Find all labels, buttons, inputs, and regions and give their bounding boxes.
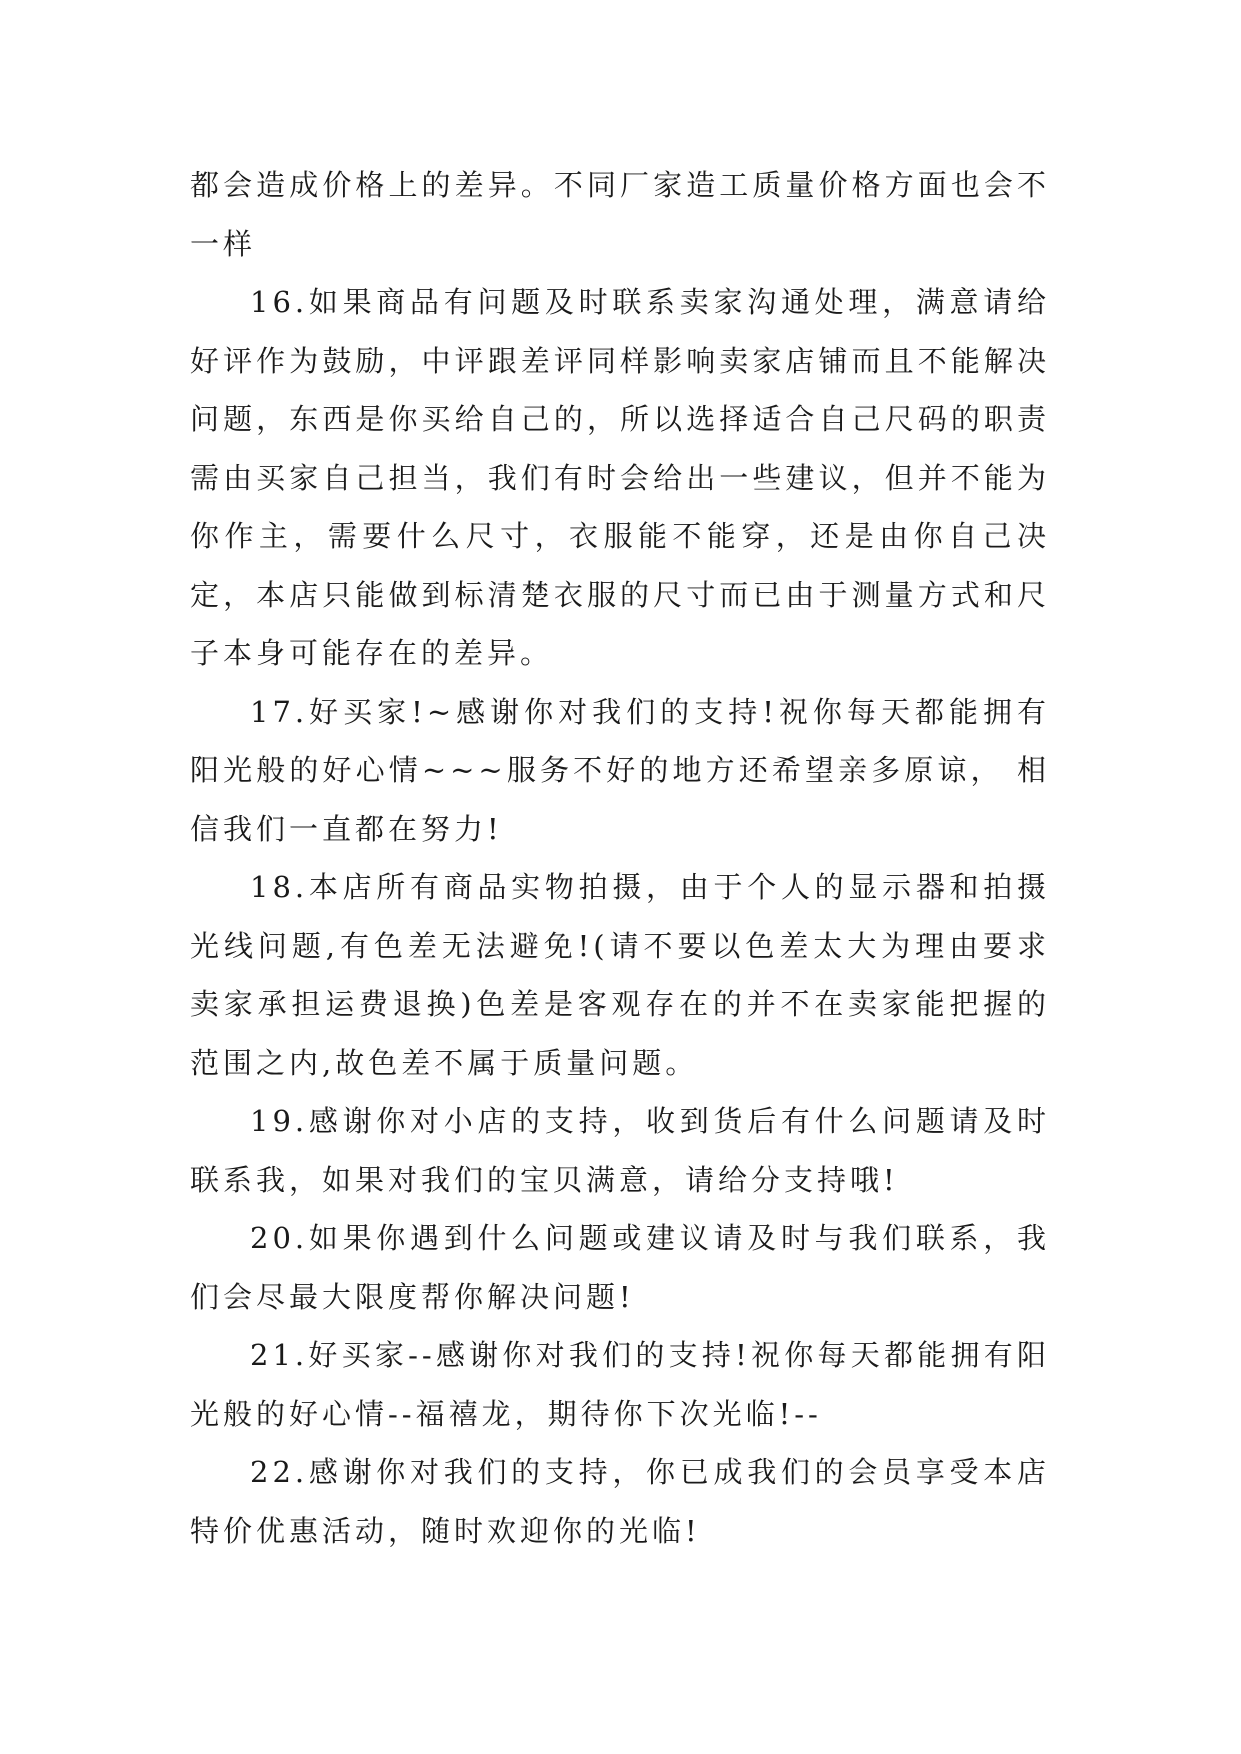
paragraph-item-16: 16.如果商品有问题及时联系卖家沟通处理，满意请给好评作为鼓励，中评跟差评同样影响卖家店铺而且不能解决问题，东西是你买给自己的，所以选择适合自己尺码的职责需由买家自己担当，我们有时会给出一些建议，但并不能为你作主，需要什么尺寸，衣服能不能穿，还是由你自己决定，本店只能做到标清楚衣服的尺寸而已由于测量方式和尺子本身可能存在的差异。 bbox=[190, 285, 1050, 670]
paragraph-item-20: 20.如果你遇到什么问题或建议请及时与我们联系，我们会尽最大限度帮你解决问题! bbox=[190, 1221, 1050, 1314]
paragraph-item-21: 21.好买家--感谢你对我们的支持!祝你每天都能拥有阳光般的好心情--福禧龙，期待你下次光临!-- bbox=[190, 1338, 1050, 1431]
paragraph-item-17: 17.好买家!~感谢你对我们的支持!祝你每天都能拥有阳光般的好心情~~~服务不好的地方还希望亲多原谅， 相信我们一直都在努力! bbox=[190, 694, 1050, 846]
paragraph-continuation: 都会造成价格上的差异。不同厂家造工质量价格方面也会不一样 bbox=[190, 168, 1050, 261]
paragraph-item-18: 18.本店所有商品实物拍摄，由于个人的显示器和拍摄光线问题,有色差无法避免!(请不要以色差太大为理由要求卖家承担运费退换)色差是客观存在的并不在卖家能把握的范围之内,故色差不属于质量问题。 bbox=[190, 870, 1050, 1080]
paragraph-item-22: 22.感谢你对我们的支持，你已成我们的会员享受本店特价优惠活动，随时欢迎你的光临! bbox=[190, 1455, 1050, 1548]
document-body bbox=[190, 156, 1050, 1560]
paragraph-item-19: 19.感谢你对小店的支持，收到货后有什么问题请及时联系我，如果对我们的宝贝满意，请给分支持哦! bbox=[190, 1104, 1050, 1197]
